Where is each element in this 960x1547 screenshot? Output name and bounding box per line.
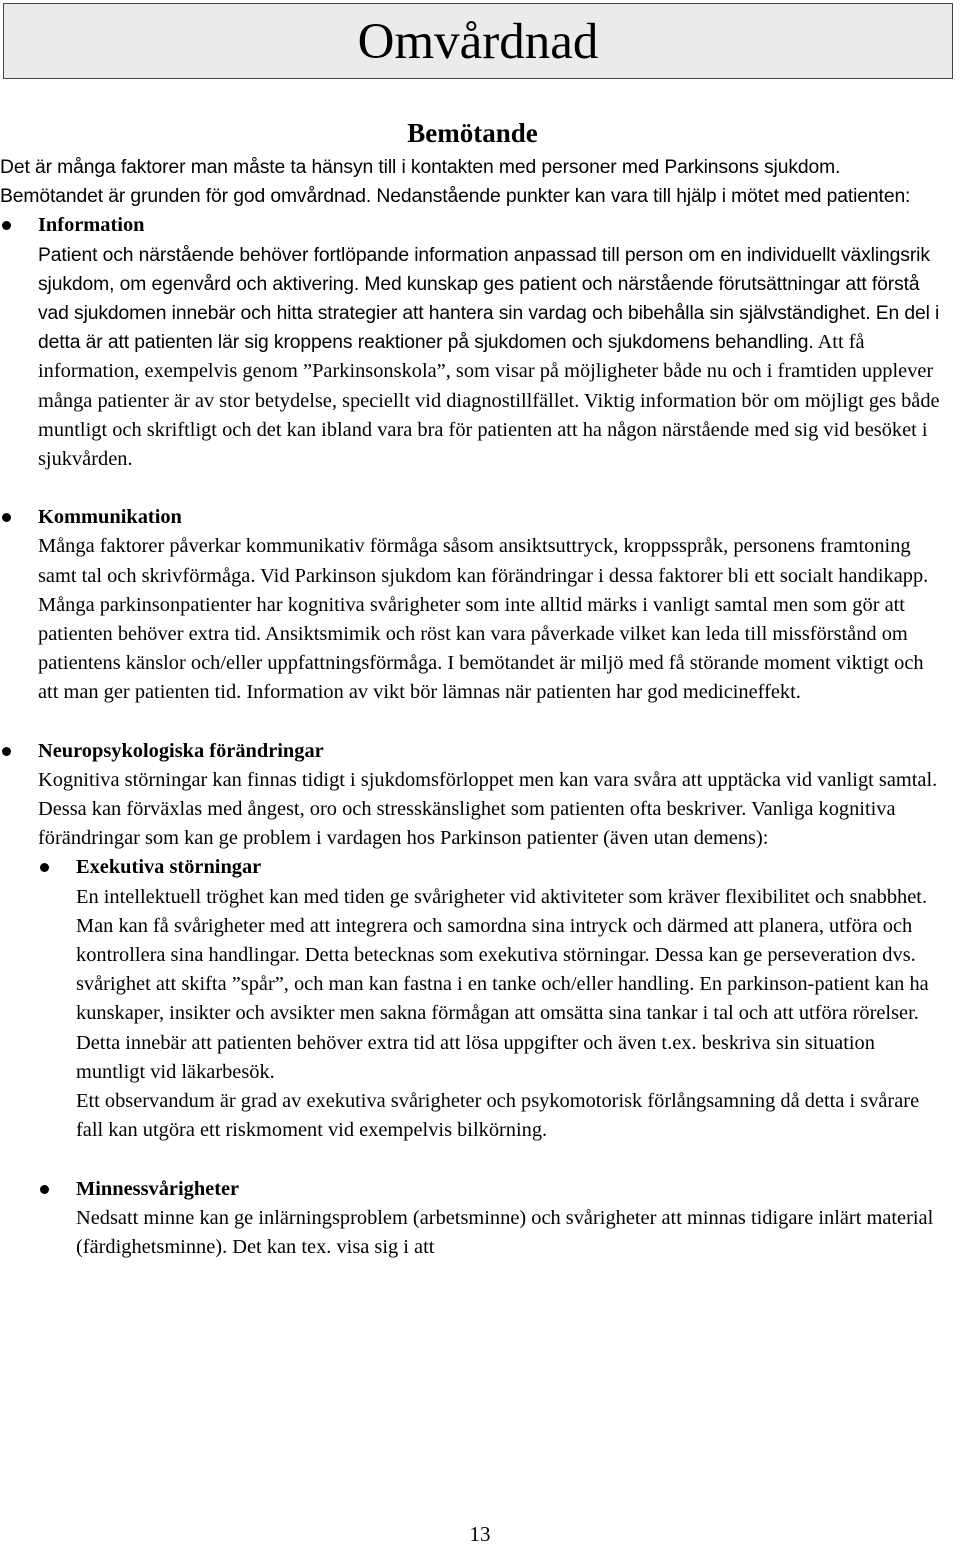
spacer (0, 474, 945, 503)
sub-item-body: Nedsatt minne kan ge inlärningsproblem (arbetsminne) och svårigheter att minnas tidigare inlärt material (färdighetsminne). Det kan tex. visa sig i att (76, 1206, 934, 1258)
list-item-neuropsykologiska (0, 737, 945, 854)
item-body-part: Patient och närstående behöver fortlöpande information anpassad till person om en individuellt växlingsrik sjukdom, om egenvård och aktivering. Med kunskap ges patient och närstående förutsättningar att förstå vad sjukdomen innebär och hitta strategier att hantera sin vardag och bibehålla sin självständighet. En del i detta är att patienten lär sig kroppens reaktioner på sjukdomen och sjukdomens behandling. (38, 244, 940, 354)
content (0, 113, 945, 1262)
sub-item-title: Exekutiva störningar (76, 856, 262, 879)
sub-item-exekutiva (0, 853, 945, 1145)
item-body-part: Att få information, exempelvis genom ”Parkinsonskola”, som visar på möjligheter både nu och i framtiden upplever många patienter är av stor betydelse, speciellt vid diagnostillfället. Viktig information bör om möjligt ges både muntligt och skriftligt och det kan ibland vara bra för patienten att ha någon närstående med sig vid besöket i sjukvården. (38, 331, 940, 471)
list-item-information (0, 211, 945, 474)
item-body: Kognitiva störningar kan finnas tidigt i sjukdomsförloppet men kan vara svåra att upptäcka vid vanligt samtal. Dessa kan förväxlas med ångest, oro och stresskänslighet som patienten ofta beskriver. Vanliga kognitiva förändringar som kan ge problem i vardagen hos Parkinson patienter (även utan demens): (38, 768, 938, 850)
spacer (0, 1146, 945, 1175)
sub-item-body: En intellektuell tröghet kan med tiden ge svårigheter vid aktiviteter som kräver flexibilitet och snabbhet. Man kan få svårigheter med att integrera och samordna sina intryck och därmed att planera, utföra och kontrollera sina handlingar. Detta betecknas som exekutiva störningar. Dessa kan ge perseveration dvs. svårighet att skifta ”spår”, och man kan fastna i en tanke och/eller handling. En parkinson-patient kan ha kunskaper, insikter och avsikter men sakna förmågan att omsätta sina tankar i tal och att utföra rörelser. Detta innebär att patienten behöver extra tid att lösa uppgifter och även t.ex. beskriva sin situation muntligt vid läkarbesök. (76, 885, 929, 1083)
section-heading: Bemötande (407, 118, 538, 148)
item-body (38, 241, 945, 475)
bullet-icon (40, 863, 49, 872)
item-title: Information (38, 214, 145, 237)
intro-paragraph: Det är många faktorer man måste ta hänsyn till i kontakten med personer med Parkinsons sjukdom. Bemötandet är grunden för god omvårdnad. Nedanstående punkter kan vara till hjälp i mötet med patienten: (0, 157, 911, 208)
bullet-icon (2, 747, 11, 756)
item-title: Neuropsykologiska förändringar (38, 739, 324, 762)
sub-item-body-2: Ett observandum är grad av exekutiva svårigheter och psykomotorisk förlångsamning då detta i svårare fall kan utgöra ett riskmoment vid exempelvis bilkörning. (76, 1090, 920, 1142)
bullet-icon (2, 513, 11, 522)
page-number: 13 (469, 1522, 491, 1546)
list-item-kommunikation (0, 503, 945, 707)
item-title: Kommunikation (38, 506, 182, 529)
item-body: Många faktorer påverkar kommunikativ förmåga såsom ansiktsuttryck, kroppsspråk, personens framtoning samt tal och skrivförmåga. Vid Parkinson sjukdom kan förändringar i dessa faktorer bli ett socialt handikapp. Många parkinsonpatienter har kognitiva svårigheter som inte alltid märks i vanligt samtal men som gör att patienten behöver extra tid. Ansiktsmimik och röst kan vara påverkade vilket kan leda till missförstånd om patientens känslor och/eller uppfattningsförmåga. I bemötandet är miljö med få störande moment viktigt och att man ger patienten tid. Information av vikt bör lämnas när patienten har god medicineffekt. (38, 535, 929, 704)
sub-item-title: Minnessvårigheter (76, 1177, 240, 1200)
page-title: Omvårdnad (357, 14, 599, 70)
title-box (3, 3, 953, 79)
bullet-icon (2, 221, 11, 230)
spacer (0, 708, 945, 737)
bullet-icon (40, 1185, 49, 1194)
sub-item-minnessvarigheter (0, 1175, 945, 1263)
